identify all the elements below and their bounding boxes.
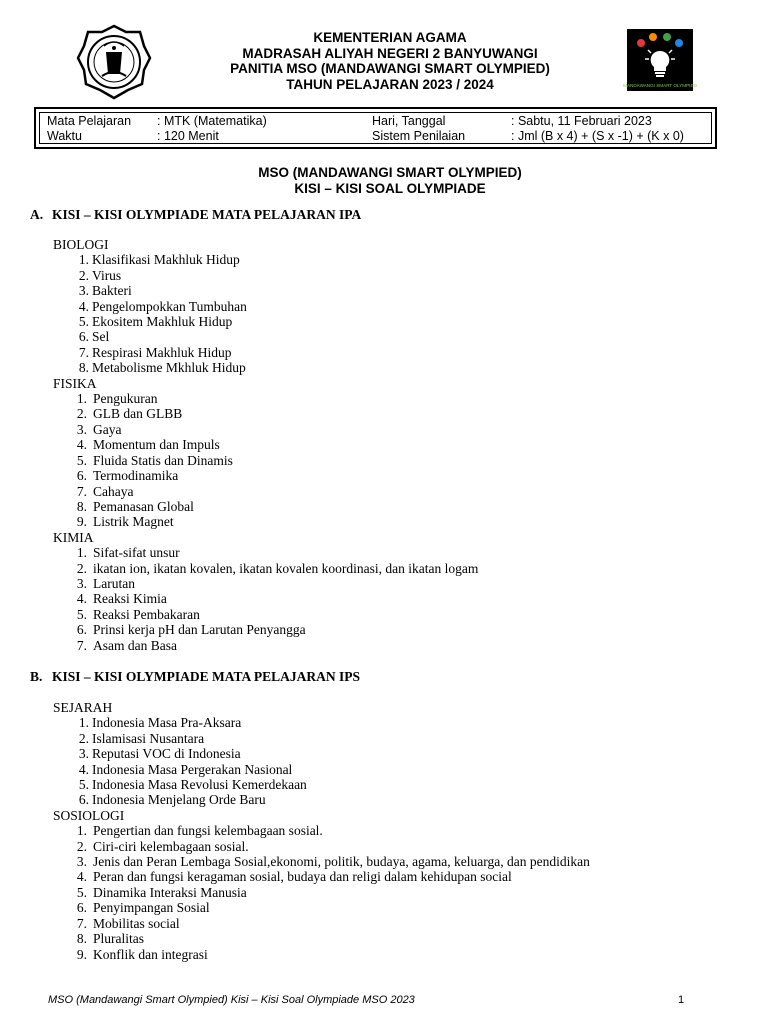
topic-number: 2. — [78, 730, 89, 746]
topic-text: Pengukuran — [93, 391, 158, 407]
topic-number: 7. — [78, 344, 89, 360]
topic-item — [53, 900, 590, 915]
academic-year: TAHUN PELAJARAN 2023 / 2024 — [286, 76, 494, 92]
topic-text: GLB dan GLBB — [93, 406, 183, 422]
topic-number: 6. — [76, 900, 87, 916]
school-name: MADRASAH ALIYAH NEGERI 2 BANYUWANGI — [242, 45, 538, 61]
topic-text: Virus — [92, 267, 122, 283]
topic-item — [53, 576, 478, 591]
subject-fisika — [53, 376, 478, 530]
topic-text: Asam dan Basa — [93, 637, 177, 653]
topic-item — [53, 916, 590, 931]
topic-number: 9. — [76, 514, 87, 530]
title-line-1: MSO (MANDAWANGI SMART OLYMPIED) — [258, 165, 522, 180]
grading-label: Sistem Penilaian — [372, 129, 466, 143]
topic-item — [53, 823, 590, 838]
topic-item — [53, 422, 478, 437]
topic-number: 5. — [78, 777, 89, 793]
topic-text: Gaya — [93, 421, 122, 437]
topic-item — [53, 268, 478, 283]
topic-text: Ekositem Makhluk Hidup — [92, 314, 233, 330]
ips-subject-list — [53, 700, 590, 962]
topic-text: Indonesia Masa Pergerakan Nasional — [92, 761, 293, 777]
topic-text: Pengertian dan fungsi kelembagaan sosial. — [93, 823, 323, 839]
topic-text: Reaksi Kimia — [93, 591, 167, 607]
topic-number: 4. — [76, 591, 87, 607]
letterhead — [150, 30, 630, 92]
topic-number: 2. — [76, 560, 87, 576]
topic-number: 5. — [76, 884, 87, 900]
topic-item — [53, 360, 478, 375]
topic-number: 3. — [76, 421, 87, 437]
topic-number: 5. — [76, 452, 87, 468]
sosiologi-topics — [53, 823, 590, 962]
date-value: : Sabtu, 11 Februari 2023 — [511, 114, 652, 128]
topic-item — [53, 283, 478, 298]
topic-number: 6. — [78, 792, 89, 808]
topic-item — [53, 731, 590, 746]
topic-item — [53, 545, 478, 560]
subject-name: BIOLOGI — [53, 237, 109, 252]
topic-number: 6. — [76, 468, 87, 484]
section-title: KISI – KISI OLYMPIADE MATA PELAJARAN IPA — [52, 207, 362, 222]
topic-item — [53, 947, 590, 962]
topic-text: Sel — [92, 329, 110, 345]
topic-item — [53, 869, 590, 884]
topic-number: 3. — [78, 283, 89, 299]
footer-text: MSO (Mandawangi Smart Olympied) Kisi – Kisi Soal Olympiade MSO 2023 — [48, 994, 415, 1006]
topic-item — [53, 715, 590, 730]
topic-item — [53, 561, 478, 576]
topic-item — [53, 406, 478, 421]
topic-item — [53, 777, 590, 792]
ipa-subject-list — [53, 237, 478, 653]
time-value: : 120 Menit — [157, 129, 219, 143]
subject-name: FISIKA — [53, 375, 97, 391]
topic-item — [53, 792, 590, 807]
page-number: 1 — [678, 994, 685, 1006]
topic-number: 1. — [76, 823, 87, 839]
topic-text: ikatan ion, ikatan kovalen, ikatan kovalen koordinasi, dan ikatan logam — [93, 560, 479, 576]
topic-text: Pluralitas — [93, 931, 144, 947]
topic-number: 5. — [76, 606, 87, 622]
topic-item — [53, 329, 478, 344]
ministry-name: KEMENTERIAN AGAMA — [313, 30, 467, 45]
topic-number: 8. — [76, 498, 87, 514]
topic-item — [53, 252, 478, 267]
topic-item — [53, 391, 478, 406]
topic-text: Listrik Magnet — [93, 514, 174, 530]
section-a-heading — [30, 207, 361, 223]
topic-text: Konflik dan integrasi — [93, 946, 208, 962]
biologi-topics — [53, 252, 478, 375]
sejarah-topics — [53, 715, 590, 807]
topic-text: Fluida Statis dan Dinamis — [93, 452, 233, 468]
topic-item — [53, 591, 478, 606]
document-title — [150, 165, 630, 196]
section-letter: A. — [30, 207, 44, 222]
topic-number: 2. — [76, 838, 87, 854]
subject-sosiologi — [53, 808, 590, 962]
topic-number: 3. — [76, 575, 87, 591]
topic-number: 9. — [76, 946, 87, 962]
topic-text: Reaksi Pembakaran — [93, 606, 200, 622]
subject-label: Mata Pelajaran — [47, 114, 132, 128]
topic-number: 8. — [78, 360, 89, 376]
topic-item — [53, 885, 590, 900]
topic-text: Reputasi VOC di Indonesia — [92, 746, 241, 762]
subject-name: SOSIOLOGI — [53, 807, 125, 823]
topic-number: 1. — [76, 545, 87, 561]
section-b-heading — [30, 669, 360, 685]
topic-number: 1. — [78, 252, 89, 268]
section-letter: B. — [30, 669, 43, 684]
topic-number: 4. — [78, 761, 89, 777]
subject-kimia — [53, 530, 478, 653]
topic-item — [53, 854, 590, 869]
title-line-2: KISI – KISI SOAL OLYMPIADE — [294, 180, 486, 196]
topic-item — [53, 453, 478, 468]
topic-number: 8. — [76, 931, 87, 947]
topic-number: 2. — [78, 267, 89, 283]
madrasah-seal-icon — [76, 24, 152, 100]
topic-item — [53, 499, 478, 514]
topic-number: 6. — [76, 622, 87, 638]
topic-text: Indonesia Menjelang Orde Baru — [92, 792, 266, 808]
logo-caption: MANDAWANGI SMART OLYMPIED — [623, 83, 697, 88]
topic-text: Larutan — [93, 575, 135, 591]
topic-number: 4. — [78, 298, 89, 314]
section-title: KISI – KISI OLYMPIADE MATA PELAJARAN IPS — [52, 669, 361, 684]
exam-info-box — [34, 107, 717, 149]
topic-item — [53, 931, 590, 946]
kimia-topics — [53, 545, 478, 653]
topic-item — [53, 638, 478, 653]
topic-text: Mobilitas social — [93, 915, 180, 931]
subject-sejarah — [53, 700, 590, 808]
topic-text: Klasifikasi Makhluk Hidup — [92, 252, 240, 268]
topic-text: Indonesia Masa Revolusi Kemerdekaan — [92, 777, 307, 793]
topic-number: 7. — [76, 637, 87, 653]
topic-item — [53, 839, 590, 854]
topic-text: Pengelompokkan Tumbuhan — [92, 298, 247, 314]
topic-item — [53, 314, 478, 329]
time-label: Waktu — [47, 129, 82, 143]
topic-number: 3. — [78, 746, 89, 762]
topic-text: Indonesia Masa Pra-Aksara — [92, 715, 242, 731]
subject-value: : MTK (Matematika) — [157, 114, 267, 128]
topic-number: 1. — [76, 391, 87, 407]
grading-value: : Jml (B x 4) + (S x -1) + (K x 0) — [511, 129, 684, 143]
topic-item — [53, 468, 478, 483]
subject-name: SEJARAH — [53, 700, 113, 715]
topic-text: Prinsi kerja pH dan Larutan Penyangga — [93, 622, 306, 638]
topic-text: Ciri-ciri kelembagaan sosial. — [93, 838, 249, 854]
topic-item — [53, 762, 590, 777]
topic-number: 3. — [76, 854, 87, 870]
topic-item — [53, 437, 478, 452]
topic-text: Metabolisme Mkhluk Hidup — [92, 360, 246, 376]
subject-biologi — [53, 237, 478, 376]
subject-name: KIMIA — [53, 529, 94, 545]
topic-item — [53, 484, 478, 499]
topic-number: 6. — [78, 329, 89, 345]
topic-text: Momentum dan Impuls — [93, 437, 220, 453]
committee-name: PANITIA MSO (MANDAWANGI SMART OLYMPIED) — [230, 61, 550, 76]
mso-lightbulb-logo-icon — [623, 29, 697, 91]
topic-text: Bakteri — [92, 283, 132, 299]
topic-item — [53, 622, 478, 637]
fisika-topics — [53, 391, 478, 530]
topic-number: 5. — [78, 314, 89, 330]
topic-number: 4. — [76, 437, 87, 453]
topic-item — [53, 299, 478, 314]
topic-number: 4. — [76, 869, 87, 885]
topic-text: Dinamika Interaksi Manusia — [93, 884, 247, 900]
topic-text: Termodinamika — [93, 468, 179, 484]
topic-text: Cahaya — [93, 483, 134, 499]
topic-item — [53, 345, 478, 360]
topic-number: 7. — [76, 483, 87, 499]
topic-number: 7. — [76, 915, 87, 931]
topic-number: 1. — [78, 715, 89, 731]
topic-text: Pemanasan Global — [93, 498, 194, 514]
topic-text: Islamisasi Nusantara — [92, 730, 205, 746]
topic-text: Penyimpangan Sosial — [93, 900, 210, 916]
topic-text: Respirasi Makhluk Hidup — [92, 344, 232, 360]
topic-text: Sifat-sifat unsur — [93, 545, 180, 561]
topic-item — [53, 607, 478, 622]
topic-item — [53, 746, 590, 761]
date-label: Hari, Tanggal — [372, 114, 446, 128]
topic-text: Jenis dan Peran Lembaga Sosial,ekonomi, politik, budaya, agama, keluarga, dan pendidikan — [93, 854, 590, 870]
topic-number: 2. — [76, 406, 87, 422]
topic-text: Peran dan fungsi keragaman sosial, budaya dan religi dalam kehidupan social — [93, 869, 512, 885]
topic-item — [53, 514, 478, 529]
